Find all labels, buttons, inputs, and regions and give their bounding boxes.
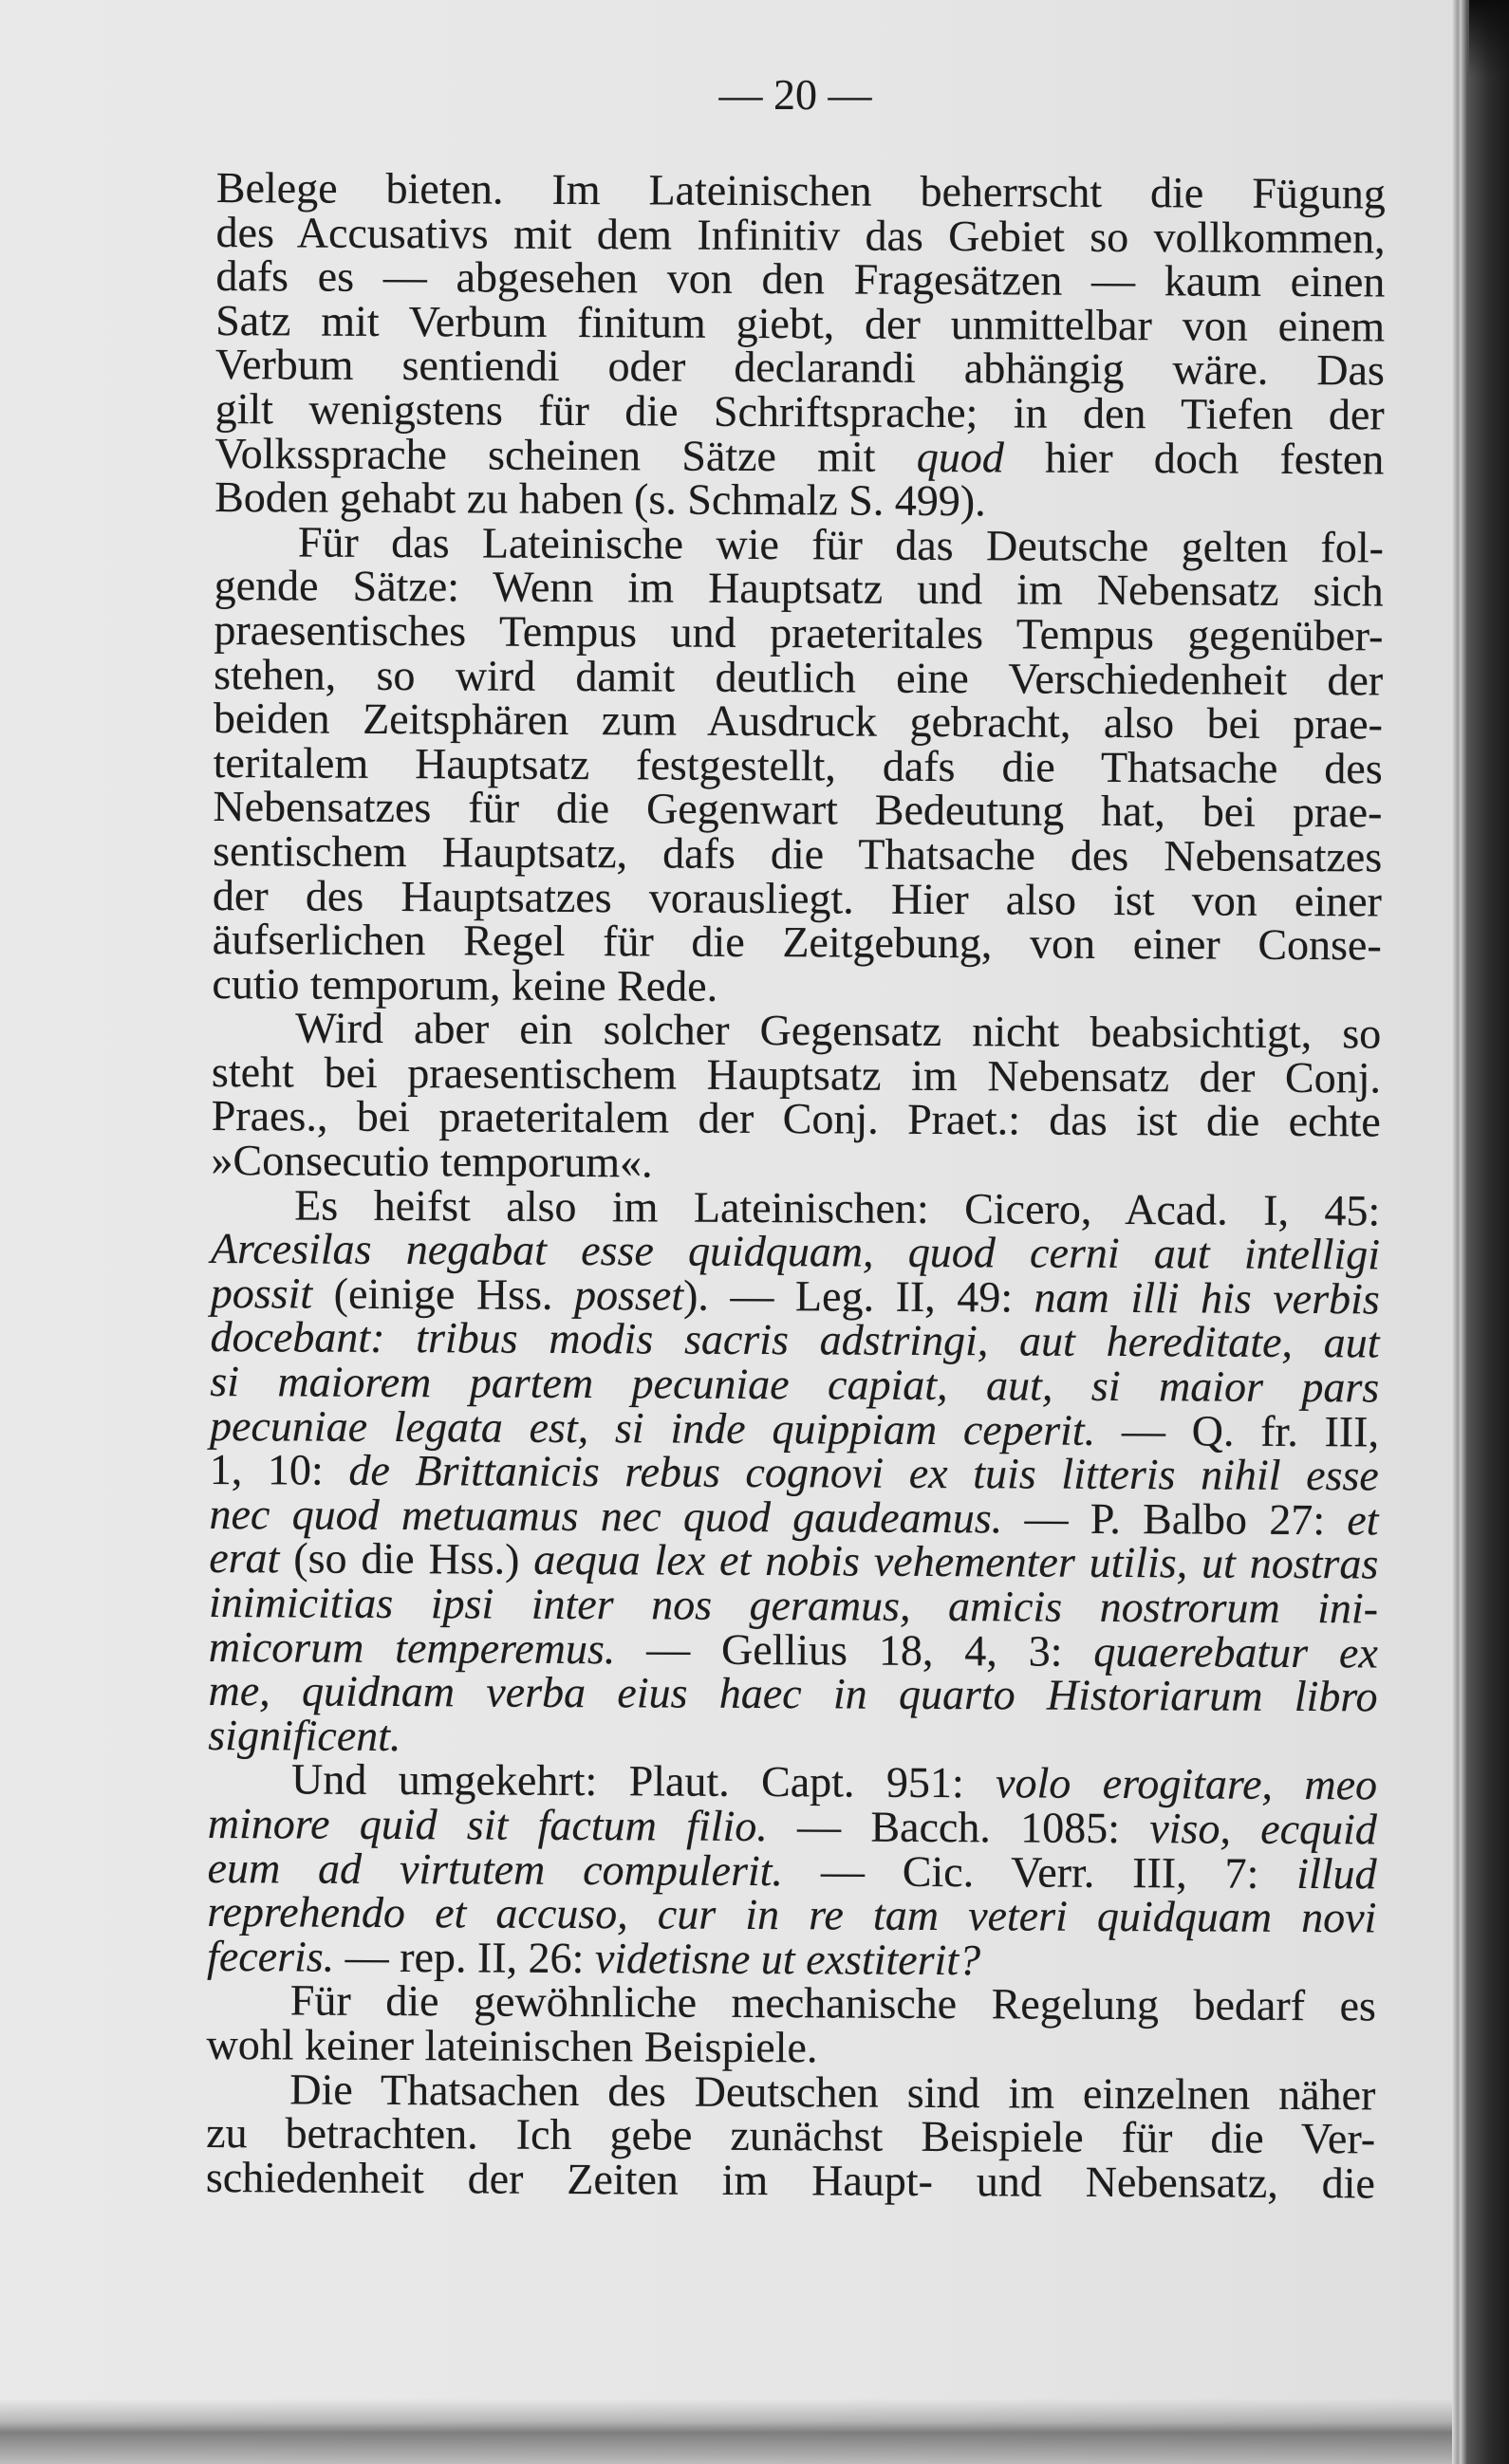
text-line: teritalem Hauptsatz festgestellt, dafs die Thatsache des xyxy=(213,737,1383,793)
text-line: me, quidnam verba eius haec in quarto Historiarum libro xyxy=(208,1666,1378,1721)
text-segment: — Bacch. 1085: xyxy=(767,1802,1150,1853)
italic-citation: micorum temperemus. xyxy=(208,1621,616,1673)
text-line: stehen, so wird damit deutlich eine Verschiedenheit der xyxy=(214,649,1384,704)
page-edge-shadow-bottom xyxy=(0,2399,1452,2464)
text-segment: ). — Leg. II, 49: xyxy=(682,1270,1034,1322)
italic-citation: eum ad virtutem compulerit. xyxy=(207,1843,784,1895)
text-line: Boden gehabt zu haben (s. Schmalz S. 499). xyxy=(214,472,986,526)
text-segment: — Gellius 18, 4, 3: xyxy=(615,1623,1094,1676)
text-segment: Volkssprache scheinen Sätze mit xyxy=(214,428,917,481)
text-segment: — Q. fr. III, xyxy=(1095,1405,1380,1456)
text-line: Arcesilas negabat esse quidquam, quod cerni aut intelligi xyxy=(210,1224,1381,1279)
text-line: äufserlichen Regel für die Zeitgebung, von einer Conse- xyxy=(212,915,1382,970)
text-line: des Accusativs mit dem Infinitiv das Gebiet so vollkommen, xyxy=(215,207,1386,263)
paragraph xyxy=(208,1180,1381,1764)
text-line: gilt wenigstens für die Schriftsprache; in den Tiefen der xyxy=(214,383,1385,439)
italic-citation: minore quid sit factum filio. xyxy=(207,1798,768,1851)
text-line: zu betrachten. Ich gebe zunächst Beispiele für die Ver- xyxy=(206,2108,1376,2163)
text-line: docebant: tribus modis sacris adstringi, aut hereditate, aut xyxy=(210,1312,1380,1367)
text-line: Satz mit Verbum finitum giebt, der unmittelbar von einem xyxy=(215,295,1386,351)
italic-citation: videtisne ut exstiterit? xyxy=(594,1933,981,1984)
paragraph xyxy=(206,1754,1378,1984)
text-line: beiden Zeitsphären zum Ausdruck gebracht, also bei prae- xyxy=(213,694,1384,749)
text-segment: — rep. II, 26: xyxy=(334,1932,596,1982)
paragraph xyxy=(214,163,1386,526)
text-line: Für das Lateinische wie für das Deutsche gelten fol- xyxy=(297,517,1385,572)
italic-citation: erat xyxy=(209,1533,280,1583)
text-line: der des Hauptsatzes vorausliegt. Hier also ist von einer xyxy=(212,870,1383,925)
text-line: dafs es — abgesehen von den Fragesätzen — kaum einen xyxy=(215,251,1386,306)
italic-citation: aequa lex et nobis vehementer utilis, ut nostras xyxy=(533,1535,1379,1588)
text-line: si maiorem partem pecuniae capiat, aut, si maior pars xyxy=(210,1357,1380,1412)
text-line: »Consecutio temporum«. xyxy=(211,1136,653,1187)
text-segment: (so die Hss.) xyxy=(279,1533,534,1584)
text-segment: (einige Hss. xyxy=(312,1269,575,1319)
text-line: Belege bieten. Im Lateinischen beherrscht die Fügung xyxy=(215,163,1386,218)
text-segment: hier doch festen xyxy=(1003,432,1385,484)
italic-citation: et xyxy=(1347,1495,1379,1545)
italic-citation: possit xyxy=(210,1268,313,1318)
italic-citation: nec quod metuamus nec quod gaudeamus. xyxy=(209,1489,1003,1543)
italic-citation: quaerebatur ex xyxy=(1093,1626,1378,1677)
paragraph xyxy=(206,1975,1376,2073)
italic-citation: de Brittanicis rebus cognovi ex tuis litteris nihil esse xyxy=(348,1445,1379,1500)
italic-citation: volo erogitare, meo xyxy=(995,1758,1378,1809)
italic-citation: viso, ecquid xyxy=(1149,1804,1377,1854)
text-line: wohl keiner lateinischen Beispiele. xyxy=(206,2019,818,2072)
page-edge-shadow-right xyxy=(1452,0,1509,2464)
text-line: Für die gewöhnliche mechanische Regelung bedarf es xyxy=(289,1975,1376,2030)
page-edge-corner xyxy=(1469,0,1509,76)
italic-citation: pecuniae legata est, si inde quippiam ceperit. xyxy=(209,1400,1096,1454)
italic-citation: feceris. xyxy=(206,1931,335,1981)
text-line: Verbum sentiendi oder declarandi abhängig wäre. Das xyxy=(214,340,1386,395)
text-segment: — P. Balbo 27: xyxy=(1002,1493,1348,1545)
page-number: — 20 — xyxy=(718,70,872,119)
paragraph xyxy=(212,517,1385,1012)
text-line: cutio temporum, keine Rede. xyxy=(212,958,718,1010)
paragraph xyxy=(205,2064,1376,2208)
body-text xyxy=(205,163,1386,2208)
text-line: significent. xyxy=(208,1710,401,1760)
text-line: schiedenheit der Zeiten im Haupt- und Nebensatz, die xyxy=(205,2152,1376,2208)
text-segment: 1, 10: xyxy=(209,1445,349,1494)
paragraph xyxy=(211,1003,1382,1189)
text-line: Die Thatsachen des Deutschen sind im einzelnen näher xyxy=(289,2064,1376,2119)
italic-term: quod xyxy=(916,432,1004,481)
text-line: Nebensatzes für die Gegenwart Bedeutung hat, bei prae- xyxy=(213,782,1383,837)
text-segment: — Cic. Verr. III, 7: xyxy=(782,1845,1297,1898)
text-line: gende Sätze: Wenn im Hauptsatz und im Nebensatz sich xyxy=(214,561,1384,616)
text-line: Wird aber ein solcher Gegensatz nicht beabsichtigt, so xyxy=(295,1003,1382,1058)
italic-citation: illud xyxy=(1296,1848,1377,1898)
text-segment: Und umgekehrt: Plaut. Capt. 951: xyxy=(290,1754,997,1807)
text-line: inimicitias ipsi inter nos geramus, amicis nostrorum ini- xyxy=(208,1577,1379,1633)
text-line: praesentisches Tempus und praeteritales Tempus gegenüber- xyxy=(214,604,1384,660)
italic-citation: nam illi his verbis xyxy=(1034,1272,1380,1324)
text-line: Praes., bei praeteritalem der Conj. Praet.: das ist die echte xyxy=(211,1091,1381,1146)
text-line: sentischem Hauptsatz, dafs die Thatsache des Nebensatzes xyxy=(213,825,1383,881)
italic-citation: posset xyxy=(573,1269,684,1320)
text-line: reprehendo et accuso, cur in re tam veteri quidquam novi xyxy=(207,1887,1377,1942)
text-line: Es heifst also im Lateinischen: Cicero, Acad. I, 45: xyxy=(294,1180,1381,1235)
text-line: steht bei praesentischem Hauptsatz im Nebensatz der Conj. xyxy=(211,1047,1382,1102)
